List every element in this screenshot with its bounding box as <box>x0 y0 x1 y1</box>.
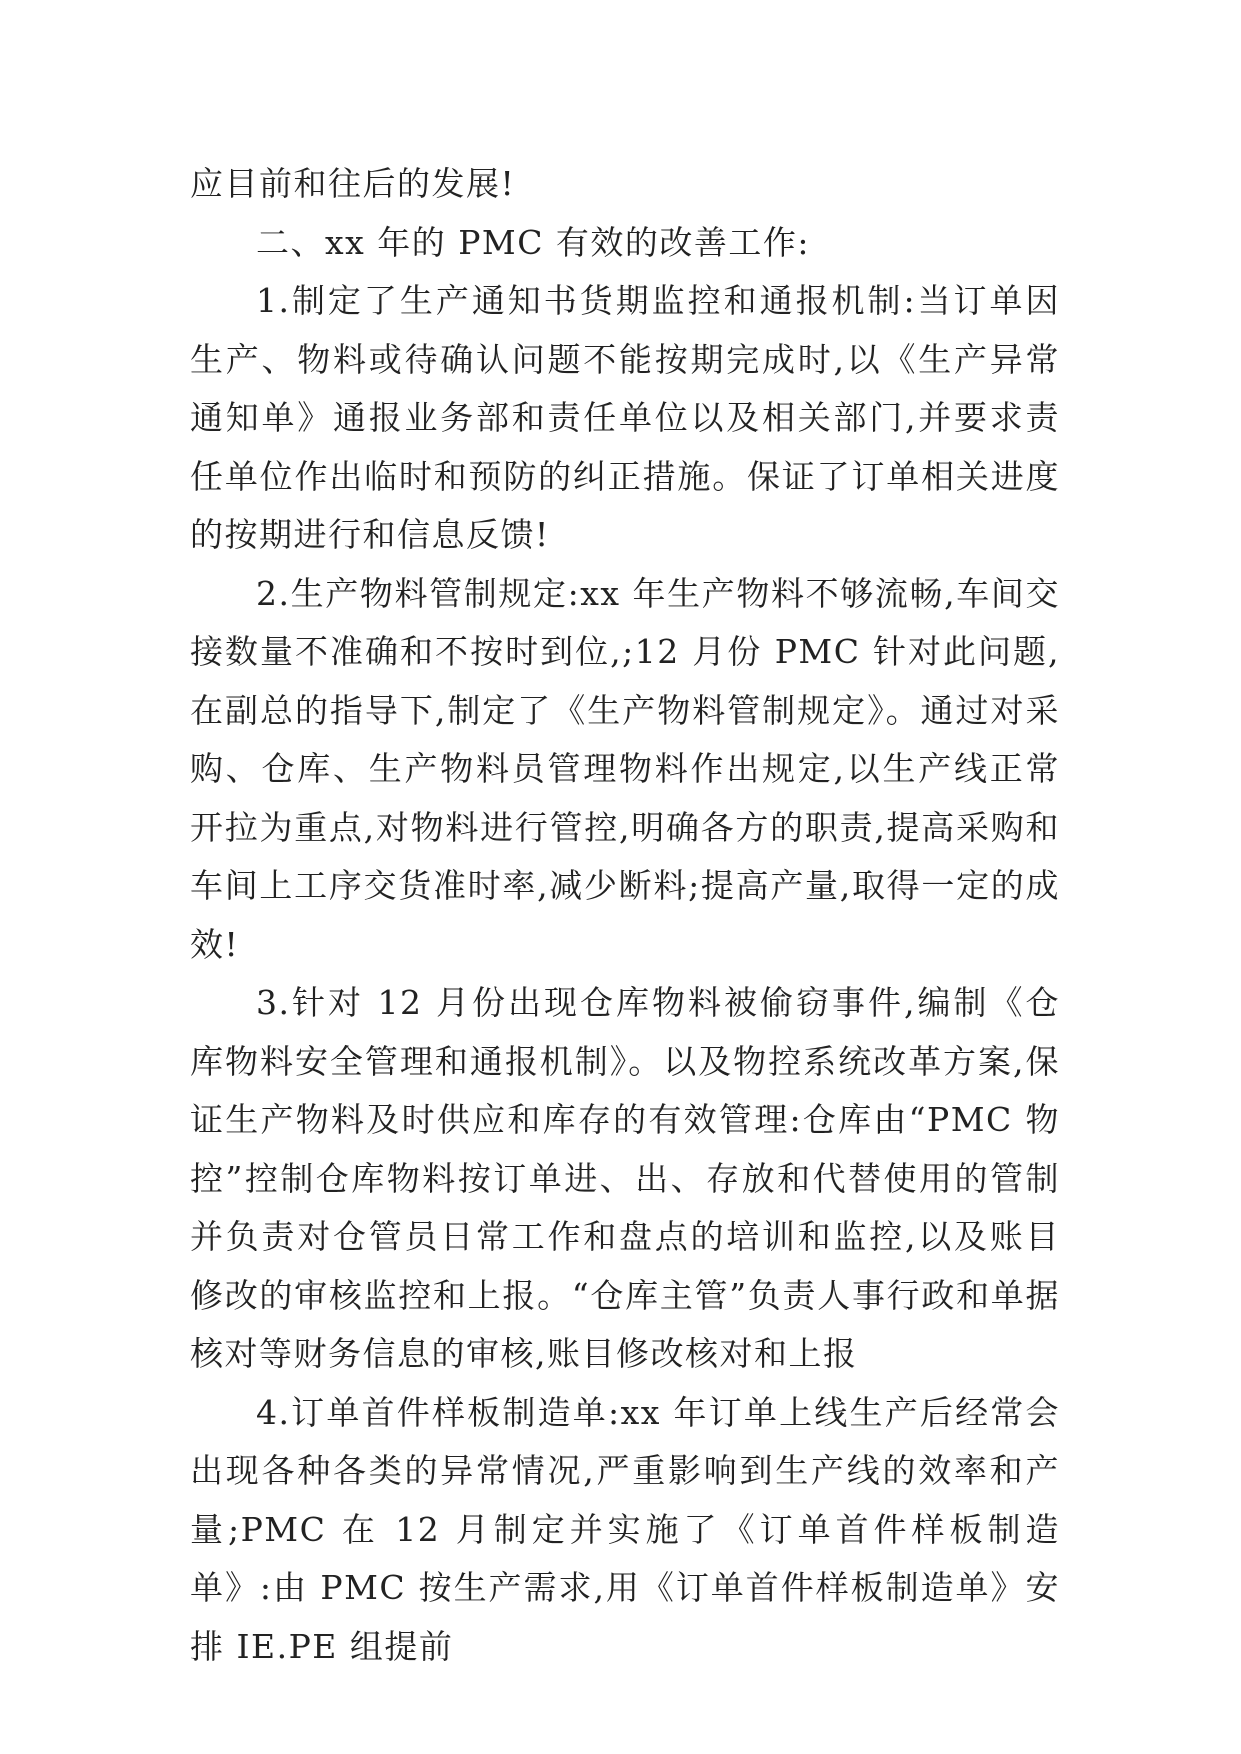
paragraph-item-3: 3.针对 12 月份出现仓库物料被偷窃事件,编制《仓库物料安全管理和通报机制》。以及物控系统改革方案,保证生产物料及时供应和库存的有效管理:仓库由“PMC 物控”控制仓库物料按订单进、出、存放和代替使用的管制并负责对仓管员日常工作和盘点的培训和监控,以及账目修改的审核监控和上报。“仓库主管”负责人事行政和单据核对等财务信息的审核,账目修改核对和上报 <box>190 983 1060 1373</box>
document-body <box>190 155 1060 1676</box>
paragraph-item-1: 1.制定了生产通知书货期监控和通报机制:当订单因生产、物料或待确认问题不能按期完成时,以《生产异常通知单》通报业务部和责任单位以及相关部门,并要求责任单位作出临时和预防的纠正措施。保证了订单相关进度的按期进行和信息反馈! <box>190 281 1060 554</box>
paragraph-continuation: 应目前和往后的发展! <box>190 164 516 203</box>
section-heading: 二、xx 年的 PMC 有效的改善工作: <box>256 222 811 262</box>
paragraph-item-2: 2.生产物料管制规定:xx 年生产物料不够流畅,车间交接数量不准确和不按时到位,;12 月份 PMC 针对此问题,在副总的指导下,制定了《生产物料管制规定》。通过对采购、仓库、生产物料员管理物料作出规定,以生产线正常开拉为重点,对物料进行管控,明确各方的职责,提高采购和车间上工序交货准时率,减少断料;提高产量,取得一定的成效! <box>190 573 1060 964</box>
paragraph-item-4: 4.订单首件样板制造单:xx 年订单上线生产后经常会出现各种各类的异常情况,严重影响到生产线的效率和产量;PMC 在 12 月制定并实施了《订单首件样板制造单》:由 PMC 按生产需求,用《订单首件样板制造单》安排 IE.PE 组提前 <box>190 1392 1060 1666</box>
